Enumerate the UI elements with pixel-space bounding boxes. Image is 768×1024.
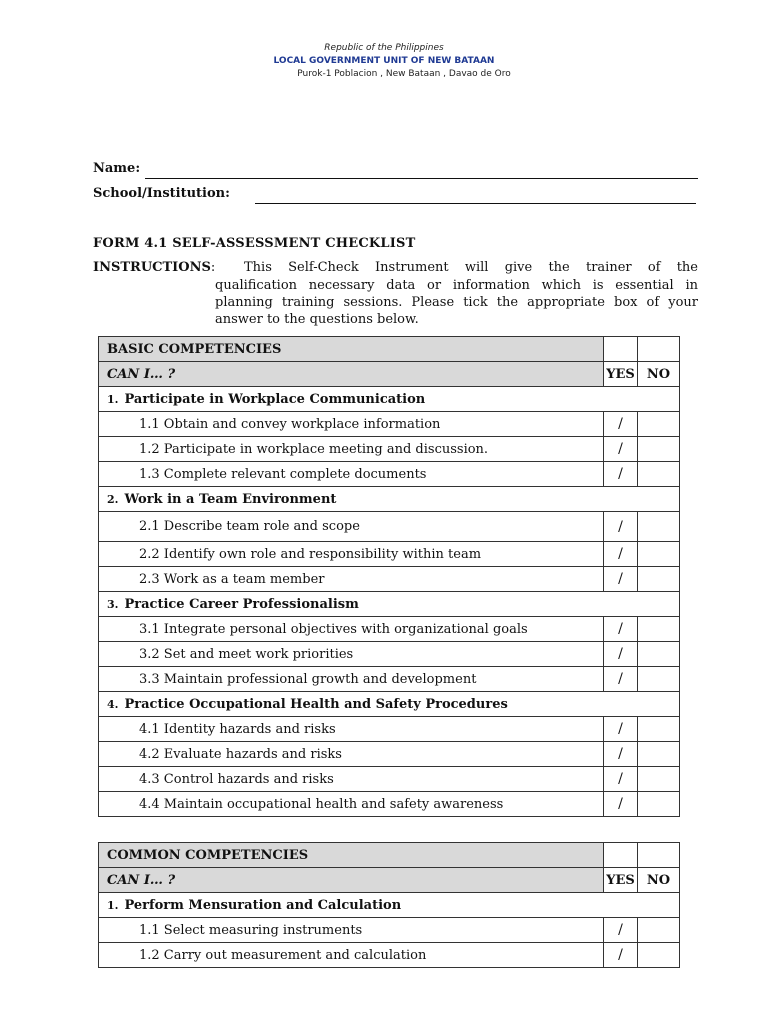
checklist-row (99, 437, 680, 462)
yes-tick: / (618, 721, 623, 737)
name-label: Name: (93, 161, 141, 176)
no-checkbox-cell[interactable] (638, 542, 680, 567)
no-checkbox-cell[interactable] (638, 617, 680, 642)
no-checkbox-cell[interactable] (638, 667, 680, 692)
no-checkbox-cell[interactable] (638, 567, 680, 592)
yes-tick: / (618, 466, 623, 482)
table-title: BASIC COMPETENCIES (99, 337, 604, 362)
yes-tick: / (618, 646, 623, 662)
yes-checkbox-cell[interactable] (604, 412, 638, 437)
section-title: 4. Practice Occupational Health and Safety Procedures (99, 692, 680, 717)
checklist-row (99, 943, 680, 968)
yes-checkbox-cell[interactable] (604, 567, 638, 592)
item-label: 2.3 Work as a team member (99, 567, 604, 592)
yes-header: YES (604, 362, 638, 387)
yes-tick: / (618, 796, 623, 812)
item-label: 4.2 Evaluate hazards and risks (99, 742, 604, 767)
yes-checkbox-cell[interactable] (604, 742, 638, 767)
no-checkbox-cell[interactable] (638, 742, 680, 767)
lgu-address: Purok-1 Poblacion , New Bataan , Davao de Oro (297, 69, 511, 79)
yes-checkbox-cell[interactable] (604, 642, 638, 667)
section-title: 1. Participate in Workplace Communication (99, 387, 680, 412)
school-label: School/Institution: (93, 186, 230, 201)
yes-tick: / (618, 416, 623, 432)
no-checkbox-cell[interactable] (638, 642, 680, 667)
item-label: 4.3 Control hazards and risks (99, 767, 604, 792)
instructions-line1: This Self-Check Instrument will give the trainer of the (244, 260, 698, 275)
yes-tick: / (618, 671, 623, 687)
common-competencies-table (98, 842, 680, 968)
item-label: 2.2 Identify own role and responsibility within team (99, 542, 604, 567)
yes-checkbox-cell[interactable] (604, 943, 638, 968)
yes-checkbox-cell[interactable] (604, 512, 638, 542)
instructions-text: qualification necessary data or information which is essential in planning training sessions. Please tick the appropriate box of your answer to the questions below. (215, 278, 698, 327)
name-field (93, 161, 698, 179)
no-checkbox-cell[interactable] (638, 412, 680, 437)
school-field (93, 186, 698, 204)
checklist-row (99, 542, 680, 567)
yes-checkbox-cell[interactable] (604, 717, 638, 742)
checklist-row (99, 767, 680, 792)
no-checkbox-cell[interactable] (638, 717, 680, 742)
form-title: FORM 4.1 SELF-ASSESSMENT CHECKLIST (93, 236, 416, 251)
item-label: 3.1 Integrate personal objectives with organizational goals (99, 617, 604, 642)
checklist-row (99, 742, 680, 767)
yes-checkbox-cell[interactable] (604, 792, 638, 817)
yes-tick: / (618, 546, 623, 562)
yes-checkbox-cell[interactable] (604, 542, 638, 567)
item-label: 4.4 Maintain occupational health and safety awareness (99, 792, 604, 817)
basic-competencies-table (98, 336, 680, 817)
yes-tick: / (618, 746, 623, 762)
item-label: 1.1 Obtain and convey workplace information (99, 412, 604, 437)
no-header: NO (638, 868, 680, 893)
checklist-row (99, 918, 680, 943)
checklist-row (99, 667, 680, 692)
no-checkbox-cell[interactable] (638, 918, 680, 943)
checklist-row (99, 617, 680, 642)
lgu-name: LOCAL GOVERNMENT UNIT OF NEW BATAAN (273, 56, 495, 66)
yes-tick: / (618, 922, 623, 938)
school-line[interactable] (255, 203, 696, 204)
item-label: 1.2 Participate in workplace meeting and discussion. (99, 437, 604, 462)
no-header: NO (638, 362, 680, 387)
section-title: 1. Perform Mensuration and Calculation (99, 893, 680, 918)
yes-checkbox-cell[interactable] (604, 667, 638, 692)
no-checkbox-cell[interactable] (638, 943, 680, 968)
yes-tick: / (618, 441, 623, 457)
name-line[interactable] (145, 178, 698, 179)
checklist-row (99, 412, 680, 437)
yes-tick: / (618, 771, 623, 787)
yes-checkbox-cell[interactable] (604, 462, 638, 487)
yes-checkbox-cell[interactable] (604, 918, 638, 943)
checklist-row (99, 462, 680, 487)
no-checkbox-cell[interactable] (638, 512, 680, 542)
no-checkbox-cell[interactable] (638, 792, 680, 817)
checklist-row (99, 792, 680, 817)
table-title: COMMON COMPETENCIES (99, 843, 604, 868)
yes-checkbox-cell[interactable] (604, 437, 638, 462)
item-label: 2.1 Describe team role and scope (99, 512, 604, 542)
yes-header: YES (604, 868, 638, 893)
item-label: 4.1 Identity hazards and risks (99, 717, 604, 742)
checklist-row (99, 567, 680, 592)
item-label: 1.1 Select measuring instruments (99, 918, 604, 943)
yes-tick: / (618, 571, 623, 587)
can-i-header: CAN I… ? (99, 868, 604, 893)
section-title: 2. Work in a Team Environment (99, 487, 680, 512)
letterhead (0, 42, 768, 81)
can-i-header: CAN I… ? (99, 362, 604, 387)
republic-text: Republic of the Philippines (324, 43, 444, 53)
no-checkbox-cell[interactable] (638, 462, 680, 487)
yes-tick: / (618, 518, 623, 535)
instructions-label: INSTRUCTIONS: (93, 260, 216, 275)
no-checkbox-cell[interactable] (638, 767, 680, 792)
item-label: 1.3 Complete relevant complete documents (99, 462, 604, 487)
checklist-row (99, 512, 680, 542)
yes-tick: / (618, 947, 623, 963)
checklist-row (99, 642, 680, 667)
yes-checkbox-cell[interactable] (604, 767, 638, 792)
item-label: 1.2 Carry out measurement and calculation (99, 943, 604, 968)
item-label: 3.2 Set and meet work priorities (99, 642, 604, 667)
yes-checkbox-cell[interactable] (604, 617, 638, 642)
checklist-row (99, 717, 680, 742)
section-title: 3. Practice Career Professionalism (99, 592, 680, 617)
no-checkbox-cell[interactable] (638, 437, 680, 462)
yes-tick: / (618, 621, 623, 637)
item-label: 3.3 Maintain professional growth and development (99, 667, 604, 692)
